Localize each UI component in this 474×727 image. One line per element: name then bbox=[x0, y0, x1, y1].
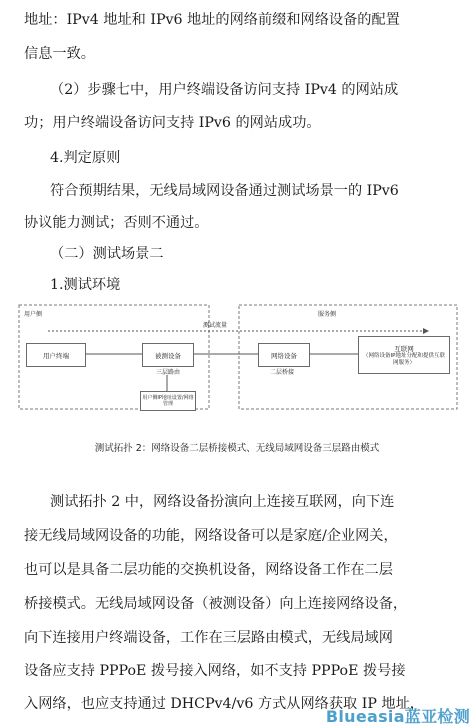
service-side-label: 服务侧 bbox=[318, 311, 337, 318]
section-heading: 4.判定原则 bbox=[50, 150, 121, 166]
dut-label: 被测设备 bbox=[155, 351, 181, 360]
paragraph-line: （2）步骤七中，用户终端设备访问支持 IPv4 的网站成 bbox=[50, 82, 399, 98]
topology-diagram bbox=[18, 303, 458, 411]
test-traffic-label: 测试流量 bbox=[203, 322, 228, 329]
paragraph-line: 设备应支持 PPPoE 拨号接入网络，如不支持 PPPoE 拨号接 bbox=[24, 663, 406, 679]
paragraph-line: 接无线局域网设备的功能，网络设备可以是家庭/企业网关， bbox=[24, 528, 398, 544]
dut-mode-label: 三层路由 bbox=[156, 369, 181, 376]
management-label: 用户侧IP地址设置/网络管理 bbox=[142, 395, 194, 407]
paragraph-line: 功；用户终端设备访问支持 IPv6 的网站成功。 bbox=[24, 115, 321, 131]
internet-label: 互联网 bbox=[394, 344, 414, 353]
diagram-caption: 测试拓扑 2：网络设备二层桥接模式、无线局域网设备三层路由模式 bbox=[94, 443, 380, 454]
paragraph-line: 测试拓扑 2 中，网络设备扮演向上连接互联网，向下连 bbox=[50, 494, 395, 510]
management-box bbox=[140, 391, 196, 411]
section-heading: 1.测试环境 bbox=[50, 277, 121, 293]
section-heading: （二）测试场景二 bbox=[50, 246, 164, 262]
user-side-label: 用户侧 bbox=[24, 311, 43, 318]
paragraph-line: 地址：IPv4 地址和 IPv6 地址的网络前缀和网络设备的配置 bbox=[24, 12, 400, 28]
paragraph-line: 也可以是具备二层功能的交换机设备，网络设备工作在二层 bbox=[24, 562, 393, 578]
internet-note: （网络设备IP地址分配和提供互联网服务） bbox=[363, 352, 445, 366]
paragraph-line: 入网络，也应支持通过 DHCPv4/v6 方式从网络获取 IP 地址， bbox=[24, 696, 424, 712]
paragraph-line: 桥接模式。无线局域网设备（被测设备）向上连接网络设备， bbox=[24, 596, 408, 612]
network-device-label: 网络设备 bbox=[271, 351, 297, 360]
paragraph-line: 信息一致。 bbox=[24, 46, 95, 62]
paragraph-line: 符合预期结果，无线局域网设备通过测试场景一的 IPv6 bbox=[50, 183, 399, 199]
watermark-logo: Blueasia蓝亚检测 bbox=[325, 707, 470, 726]
user-terminal-box bbox=[26, 343, 86, 367]
network-mode-label: 二层桥接 bbox=[270, 369, 295, 376]
network-device-box bbox=[258, 343, 310, 367]
user-terminal-label: 用户终端 bbox=[43, 351, 69, 360]
dut-box bbox=[142, 343, 194, 367]
paragraph-line: 协议能力测试；否则不通过。 bbox=[24, 215, 209, 231]
paragraph-line: 向下连接用户终端设备，工作在三层路由模式，无线局域网 bbox=[24, 630, 393, 646]
internet-box bbox=[358, 336, 450, 374]
